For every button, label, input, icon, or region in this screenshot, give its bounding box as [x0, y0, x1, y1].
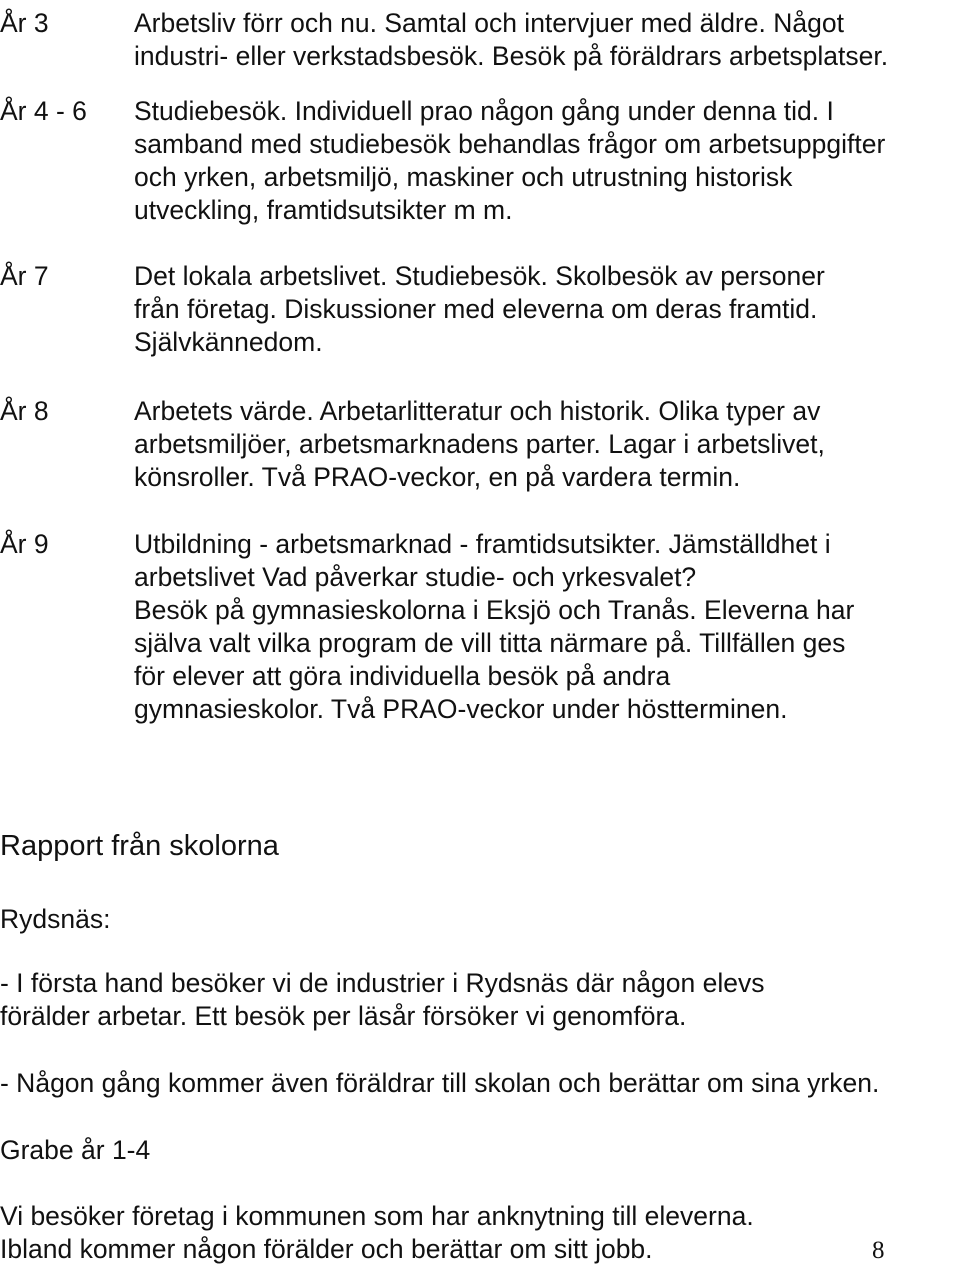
year-label: År 3 — [0, 8, 49, 38]
year-label: År 7 — [0, 261, 49, 291]
rydsnas-paragraph-1 — [0, 967, 958, 1033]
text-line: för elever att göra individuella besök på andra — [134, 661, 671, 691]
grabe-label: Grabe år 1-4 — [0, 1135, 151, 1165]
text-line: utveckling, framtidsutsikter m m. — [134, 195, 513, 225]
rydsnas-label: Rydsnäs: — [0, 904, 111, 934]
text-line: gymnasieskolor. Två PRAO-veckor under höstterminen. — [134, 694, 788, 724]
text-line: Studiebesök. Individuell prao någon gång under denna tid. I — [134, 96, 834, 126]
text-line: arbetslivet Vad påverkar studie- och yrkesvalet? — [134, 562, 697, 592]
year-description — [134, 95, 934, 227]
text-line: och yrken, arbetsmiljö, maskiner och utrustning historisk — [134, 162, 793, 192]
text-line: Det lokala arbetslivet. Studiebesök. Skolbesök av personer — [134, 261, 825, 291]
text-line: Besök på gymnasieskolorna i Eksjö och Tranås. Eleverna har — [134, 595, 855, 625]
rydsnas-paragraph-2 — [0, 1067, 958, 1100]
text-line: Arbetsliv förr och nu. Samtal och intervjuer med äldre. Något — [134, 8, 844, 38]
year-label: År 8 — [0, 396, 49, 426]
text-line: samband med studiebesök behandlas frågor om arbetsuppgifter — [134, 129, 886, 159]
year-description — [134, 7, 934, 73]
text-line: Vi besöker företag i kommunen som har anknytning till eleverna. — [0, 1201, 754, 1231]
grabe-paragraph-1 — [0, 1200, 958, 1266]
text-line: själva valt vilka program de vill titta närmare på. Tillfällen ges — [134, 628, 846, 658]
text-line: könsroller. Två PRAO-veckor, en på vardera termin. — [134, 462, 741, 492]
text-line: från företag. Diskussioner med eleverna om deras framtid. — [134, 294, 818, 324]
year-description — [134, 528, 934, 726]
text-line: - Någon gång kommer även föräldrar till skolan och berättar om sina yrken. — [0, 1068, 880, 1098]
year-label: År 4 - 6 — [0, 96, 87, 126]
report-heading: Rapport från skolorna — [0, 830, 279, 862]
page-number: 8 — [872, 1237, 885, 1264]
text-line: arbetsmiljöer, arbetsmarknadens parter. Lagar i arbetslivet, — [134, 429, 825, 459]
year-description — [134, 395, 934, 494]
text-line: Utbildning - arbetsmarknad - framtidsutsikter. Jämställdhet i — [134, 529, 831, 559]
text-line: Självkännedom. — [134, 327, 323, 357]
text-line: Ibland kommer någon förälder och berättar om sitt jobb. — [0, 1234, 653, 1264]
text-line: Arbetets värde. Arbetarlitteratur och historik. Olika typer av — [134, 396, 821, 426]
text-line: förälder arbetar. Ett besök per läsår försöker vi genomföra. — [0, 1001, 687, 1031]
text-line: industri- eller verkstadsbesök. Besök på föräldrars arbetsplatser. — [134, 41, 889, 71]
year-description — [134, 260, 934, 359]
year-label: År 9 — [0, 529, 49, 559]
text-line: - I första hand besöker vi de industrier i Rydsnäs där någon elevs — [0, 968, 765, 998]
